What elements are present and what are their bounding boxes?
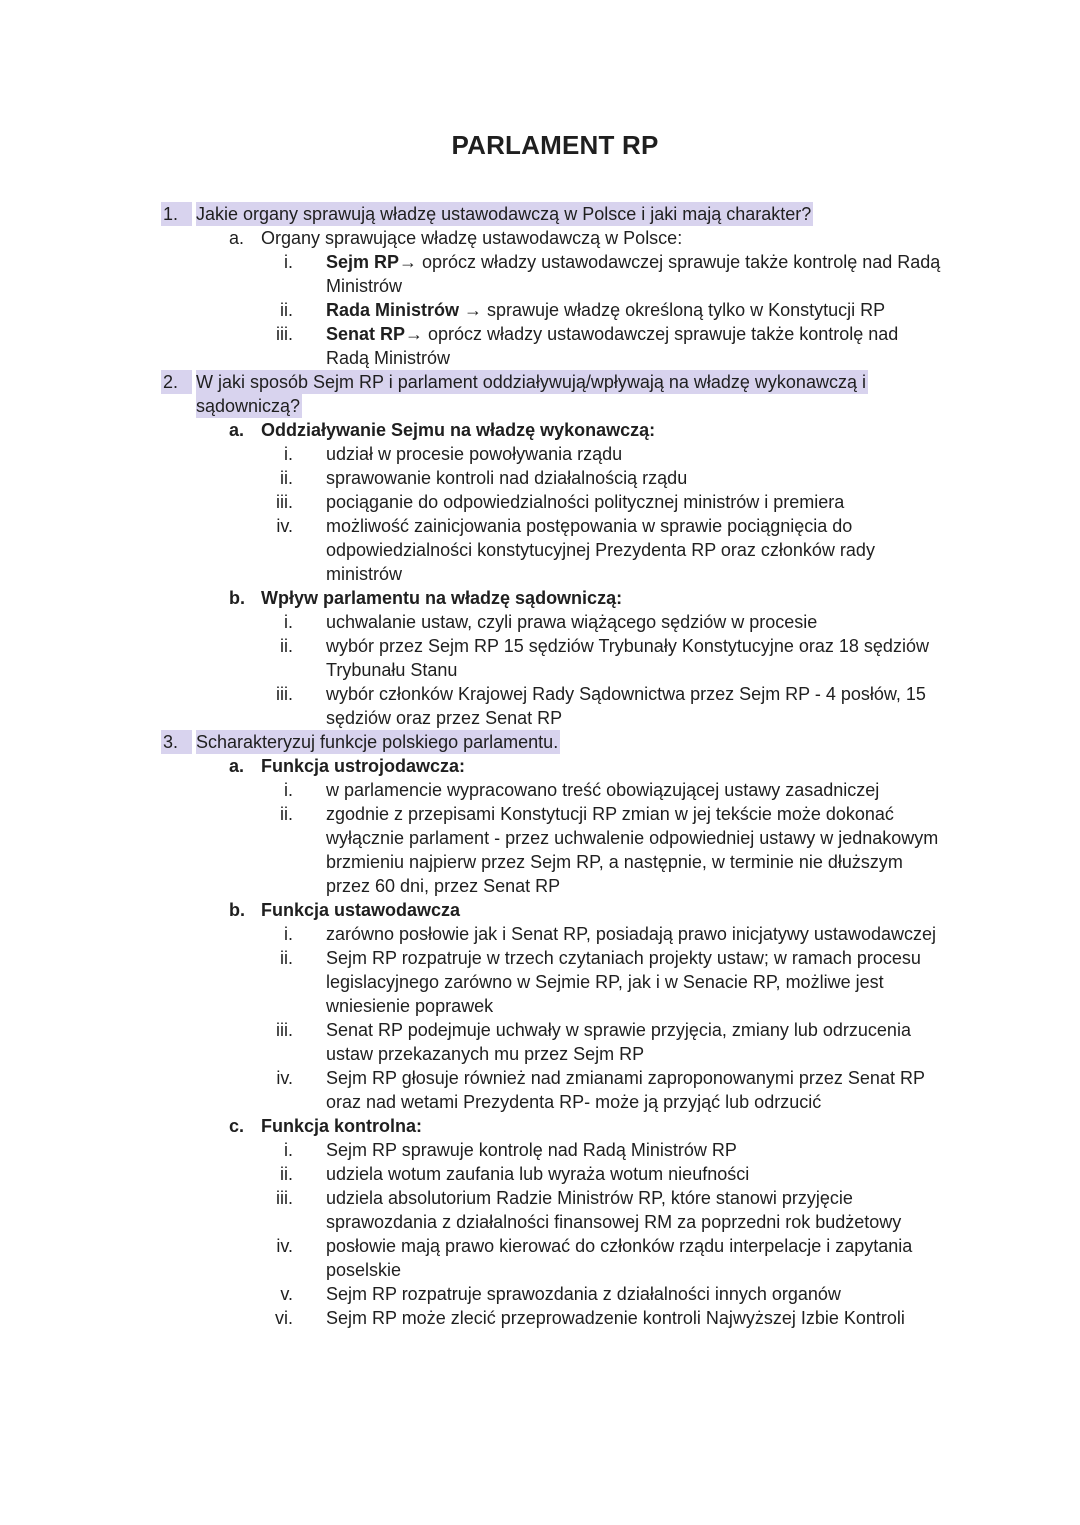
sub-heading: Funkcja ustrojodawcza: (261, 756, 466, 776)
list-item-text: udział w procesie powoływania rządu (326, 444, 623, 464)
item-number: iii. (276, 1020, 293, 1040)
item-number: iv. (276, 516, 293, 536)
item-number: ii. (280, 804, 293, 824)
item-number: ii. (280, 636, 293, 656)
item-number: i. (284, 252, 293, 272)
sub-letter: b. (229, 588, 245, 608)
term-description: → sprawuje władzę określoną tylko w Konstytucji RP (459, 300, 886, 320)
bold-term: Senat RP (326, 324, 406, 344)
list-item-text: uchwalanie ustaw, czyli prawa wiążącego sędziów w procesie (326, 612, 818, 632)
item-number: i. (284, 780, 293, 800)
list-item-text: poselskie (326, 1260, 402, 1280)
item-number: ii. (280, 1164, 293, 1184)
bold-term: Sejm RP (326, 252, 400, 272)
item-number: i. (284, 444, 293, 464)
list-item-text: sprawowanie kontroli nad działalnością rządu (326, 468, 688, 488)
sub-heading: Wpływ parlamentu na władzę sądowniczą: (261, 588, 623, 608)
list-item-text: przez 60 dni, przez Senat RP (326, 876, 561, 896)
term-description: Radą Ministrów (326, 348, 451, 368)
question-text: W jaki sposób Sejm RP i parlament oddziaływują/wpływają na władzę wykonawczą i (196, 372, 866, 392)
list-item-text: wyłącznie parlament - przez uchwalenie odpowiedniej ustawy w jednakowym (326, 828, 939, 848)
list-item-text: brzmieniu najpierw przez Sejm RP, a następnie, w terminie nie dłuższym (326, 852, 903, 872)
list-item-text: udziela wotum zaufania lub wyraża wotum nieufności (326, 1164, 750, 1184)
page-title: PARLAMENT RP (451, 130, 659, 160)
list-item-text: sędziów oraz przez Senat RP (326, 708, 563, 728)
question-number: 2. (161, 370, 192, 394)
list-item-text: zarówno posłowie jak i Senat RP, posiadają prawo inicjatywy ustawodawczej (326, 924, 936, 944)
list-item-text: wybór członków Krajowej Rady Sądownictwa przez Sejm RP - 4 posłów, 15 (326, 684, 926, 704)
list-item-text (326, 298, 885, 322)
item-number: ii. (280, 948, 293, 968)
item-number: v. (280, 1284, 293, 1304)
sub-letter: a. (229, 756, 245, 776)
term-description: → oprócz władzy ustawodawczej sprawuje także kontrolę nad Radą (399, 252, 941, 272)
question-number: 1. (161, 202, 192, 226)
question-text: Jakie organy sprawują władzę ustawodawczą w Polsce i jaki mają charakter? (196, 204, 812, 224)
term-description: Ministrów (326, 276, 403, 296)
item-number: ii. (280, 468, 293, 488)
item-number: iii. (276, 1188, 293, 1208)
item-number: i. (284, 612, 293, 632)
sub-letter: b. (229, 900, 245, 920)
term-description: → oprócz władzy ustawodawczej sprawuje także kontrolę nad (405, 324, 899, 344)
item-number: iii. (276, 324, 293, 344)
list-item-text: pociąganie do odpowiedzialności politycznej ministrów i premiera (326, 492, 845, 512)
list-item-text: oraz nad wetami Prezydenta RP- może ją przyjąć lub odrzucić (326, 1092, 822, 1112)
item-number: iii. (276, 492, 293, 512)
list-item-text: Senat RP podejmuje uchwały w sprawie przyjęcia, zmiany lub odrzucenia (326, 1020, 911, 1040)
sub-heading: Funkcja kontrolna: (261, 1116, 423, 1136)
item-number: iv. (276, 1236, 293, 1256)
list-item-text: wniesienie poprawek (326, 996, 494, 1016)
list-item-text: ministrów (326, 564, 403, 584)
item-number: iii. (276, 684, 293, 704)
sub-letter: c. (229, 1116, 245, 1136)
list-item-text: Sejm RP rozpatruje w trzech czytaniach projekty ustaw; w ramach procesu (326, 948, 921, 968)
sub-letter: a. (229, 420, 245, 440)
list-item-text: w parlamencie wypracowano treść obowiązującej ustawy zasadniczej (326, 780, 880, 800)
item-number: i. (284, 1140, 293, 1160)
list-item-text: ustaw przekazanych mu przez Sejm RP (326, 1044, 645, 1064)
list-item-text: udziela absolutorium Radzie Ministrów RP, które stanowi przyjęcie (326, 1188, 853, 1208)
list-item-text: Sejm RP może zlecić przeprowadzenie kontroli Najwyższej Izbie Kontroli (326, 1308, 905, 1328)
item-number: iv. (276, 1068, 293, 1088)
sub-heading: Oddziaływanie Sejmu na władzę wykonawczą: (261, 420, 656, 440)
item-number: ii. (280, 300, 293, 320)
list-item-text: Sejm RP głosuje również nad zmianami zaproponowanymi przez Senat RP (326, 1068, 925, 1088)
list-item-text: zgodnie z przepisami Konstytucji RP zmian w jej tekście może dokonać (326, 804, 894, 824)
list-item-text: Trybunału Stanu (326, 660, 458, 680)
list-item-text: odpowiedzialności konstytucyjnej Prezydenta RP oraz członków rady (326, 540, 875, 560)
list-item-text: wybór przez Sejm RP 15 sędziów Trybunały Konstytucyjne oraz 18 sędziów (326, 636, 929, 656)
list-item-text (326, 322, 898, 346)
list-item-text: posłowie mają prawo kierować do członków rządu interpelacje i zapytania (326, 1236, 913, 1256)
question-text: Scharakteryzuj funkcje polskiego parlamentu. (196, 732, 559, 752)
item-number: i. (284, 924, 293, 944)
list-item-text: Sejm RP rozpatruje sprawozdania z działalności innych organów (326, 1284, 841, 1304)
question-number: 3. (161, 730, 192, 754)
list-item-text: sprawozdania z działalności finansowej RM za poprzedni rok budżetowy (326, 1212, 902, 1232)
list-item-text: legislacyjnego zarówno w Sejmie RP, jak i w Senacie RP, możliwe jest (326, 972, 884, 992)
question-text: sądowniczą? (196, 396, 301, 416)
sub-heading: Organy sprawujące władzę ustawodawczą w Polsce: (261, 228, 683, 248)
bold-term: Rada Ministrów (326, 300, 460, 320)
list-item-text (326, 250, 940, 274)
list-item-text: Sejm RP sprawuje kontrolę nad Radą Ministrów RP (326, 1140, 737, 1160)
item-number: vi. (275, 1308, 293, 1328)
sub-heading: Funkcja ustawodawcza (261, 900, 461, 920)
sub-letter: a. (229, 228, 245, 248)
list-item-text: możliwość zainicjowania postępowania w sprawie pociągnięcia do (326, 516, 853, 536)
